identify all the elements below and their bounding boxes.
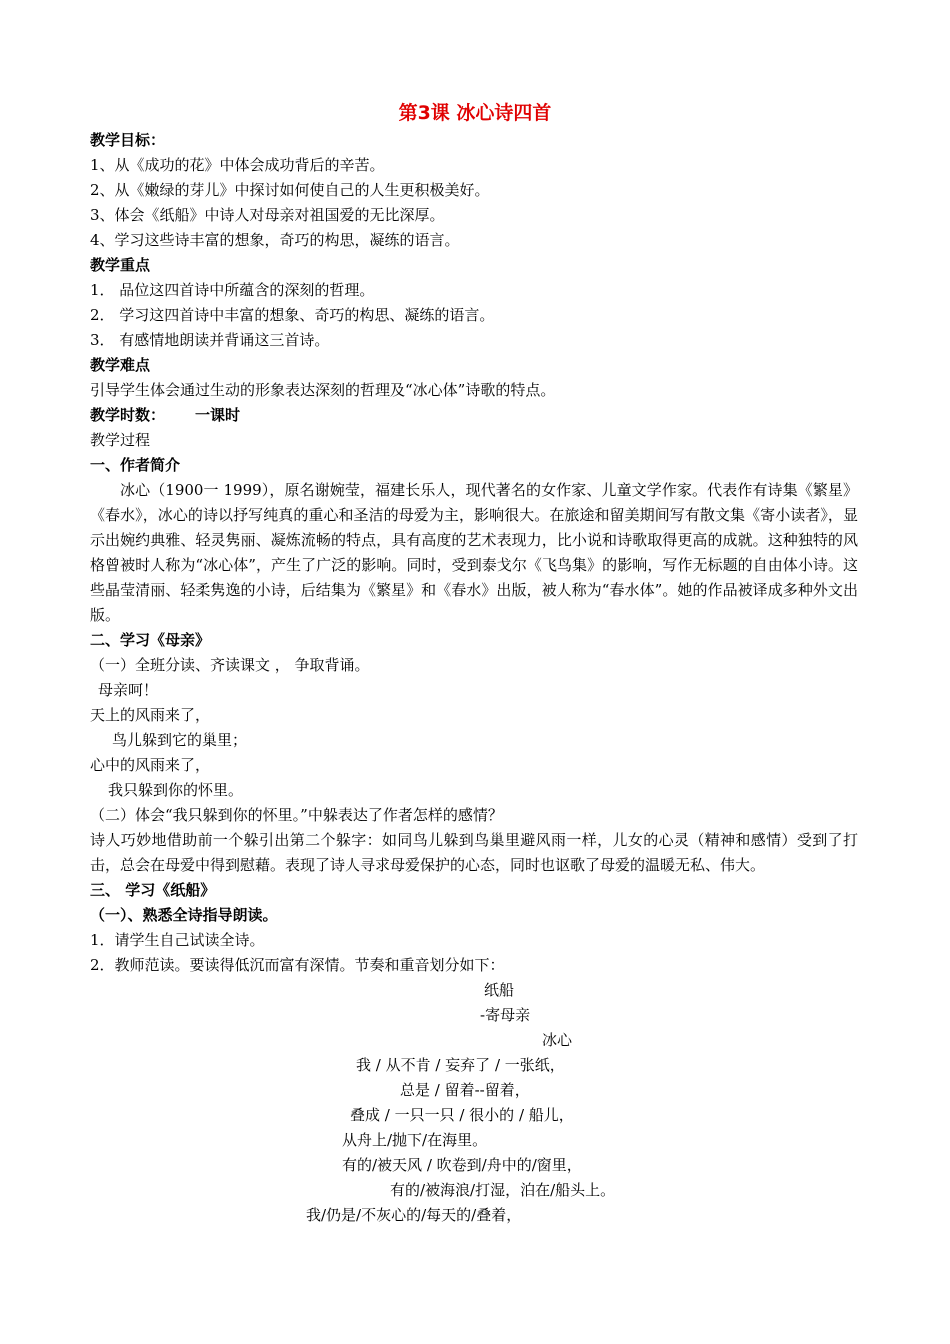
process-label: 教学过程 <box>90 431 151 449</box>
mother-poem-line: 我只躲到你的怀里。 <box>108 781 244 799</box>
objective-item: 4、学习这些诗丰富的想象，奇巧的构思，凝练的语言。 <box>90 231 460 249</box>
paper-boat-poem-line-row <box>90 1053 858 1078</box>
objective-item: 2、从《嫩绿的芽儿》中探讨如何使自己的人生更积极美好。 <box>90 181 490 199</box>
key-point-item: 1． 品位这四首诗中所蕴含的深刻的哲理。 <box>90 281 375 299</box>
objectives-heading: 教学目标： <box>90 131 166 149</box>
section2-heading: 二、学习《母亲》 <box>90 631 211 649</box>
key-point-item: 2． 学习这四首诗中丰富的想象、奇巧的构思、凝练的语言。 <box>90 306 495 324</box>
paper-boat-poem-line: 有的/被海浪/打湿，泊在/船头上。 <box>390 1181 616 1199</box>
paper-boat-poem-line-row <box>90 1178 858 1203</box>
author-intro-paragraph: 冰心（1900一 1999），原名谢婉莹，福建长乐人，现代著名的女作家、儿童文学作家。代表作有诗集《繁星》《春水》，冰心的诗以抒写纯真的重心和圣洁的母爱为主，影响很大。在旅途和留美期间写有散文集《寄小读者》，显示出婉约典雅、轻灵隽丽、凝炼流畅的特点，具有高度的艺术表现力，比小说和诗歌取得更高的成就。这种独特的风格曾被时人称为“冰心体”，产生了广泛的影响。同时，受到泰戈尔《飞鸟集》的影响，写作无标题的自由体小诗。这些晶莹清丽、轻柔隽逸的小诗，后结集为《繁星》和《春水》出版，被人称为“春水体”。她的作品被译成多种外文出版。 <box>90 481 858 624</box>
difficulties-text: 引导学生体会通过生动的形象表达深刻的哲理及“冰心体”诗歌的特点。 <box>90 381 556 399</box>
section1-heading: 一、作者简介 <box>90 456 181 474</box>
page-title: 第3课 冰心诗四首 <box>398 102 552 124</box>
section3-item: 1．请学生自己试读全诗。 <box>90 931 265 949</box>
paper-boat-poem-line: 总是 / 留着--留着， <box>400 1081 530 1099</box>
section2-step2: （二）体会“我只躲到你的怀里。”中躲表达了作者怎样的感情？ <box>90 806 503 824</box>
paper-boat-poem-line-row <box>90 1203 858 1228</box>
paper-boat-poem-line: 我/仍是/不灰心的/每天的/叠着， <box>306 1206 522 1224</box>
paper-boat-poem-line-row <box>90 1078 858 1103</box>
paper-boat-poem-title-row <box>90 978 858 1003</box>
section2-answer-paragraph: 诗人巧妙地借助前一个躲引出第二个躲字：如同鸟儿躲到鸟巢里避风雨一样，儿女的心灵（精神和感情）受到了打击，总会在母爱中得到慰藉。表现了诗人寻求母爱保护的心态，同时也讴歌了母爱的温暖无私、伟大。 <box>90 831 858 874</box>
mother-poem-line: 心中的风雨来了， <box>90 756 211 774</box>
objective-item: 1、从《成功的花》中体会成功背后的辛苦。 <box>90 156 385 174</box>
paper-boat-poem-line: 叠成 / 一只一只 / 很小的 / 船儿， <box>350 1106 574 1124</box>
paper-boat-poem-line-row <box>90 1103 858 1128</box>
paper-boat-poem-subtitle: -寄母亲 <box>480 1006 531 1024</box>
teaching-hours <box>90 403 858 428</box>
teaching-hours-label: 教学时数： <box>90 406 166 424</box>
mother-poem-line: 鸟儿躲到它的巢里； <box>112 731 248 749</box>
section2-step1: （一）全班分读、齐读课文 ， 争取背诵。 <box>90 656 370 674</box>
difficulties-heading: 教学难点 <box>90 356 151 374</box>
document-body <box>90 128 858 1228</box>
paper-boat-poem-line-row <box>90 1153 858 1178</box>
paper-boat-poem-subtitle-row <box>90 1003 858 1028</box>
paper-boat-poem-line: 从舟上/抛下/在海里。 <box>342 1131 488 1149</box>
paper-boat-poem-line: 我 / 从不肯 / 妄弃了 / 一张纸， <box>356 1056 565 1074</box>
paper-boat-poem-author-row <box>90 1028 858 1053</box>
key-point-item: 3． 有感情地朗读并背诵这三首诗。 <box>90 331 330 349</box>
section3-step1: （一）、熟悉全诗指导朗读。 <box>90 906 278 924</box>
mother-poem-line: 母亲呵！ <box>98 681 159 699</box>
objective-item: 3、体会《纸船》中诗人对母亲对祖国爱的无比深厚。 <box>90 206 445 224</box>
paper-boat-poem-author: 冰心 <box>542 1031 573 1049</box>
key-points-heading: 教学重点 <box>90 256 151 274</box>
mother-poem-line: 天上的风雨来了， <box>90 706 211 724</box>
teaching-hours-value: 一课时 <box>195 406 241 424</box>
section3-heading: 三、 学习《纸船》 <box>90 881 216 899</box>
paper-boat-poem-line-row <box>90 1128 858 1153</box>
section3-item: 2．教师范读。要读得低沉而富有深情。节奏和重音划分如下： <box>90 956 505 974</box>
paper-boat-poem-title: 纸船 <box>484 981 515 999</box>
paper-boat-poem-line: 有的/被天风 / 吹卷到/舟中的/窗里， <box>342 1156 582 1174</box>
